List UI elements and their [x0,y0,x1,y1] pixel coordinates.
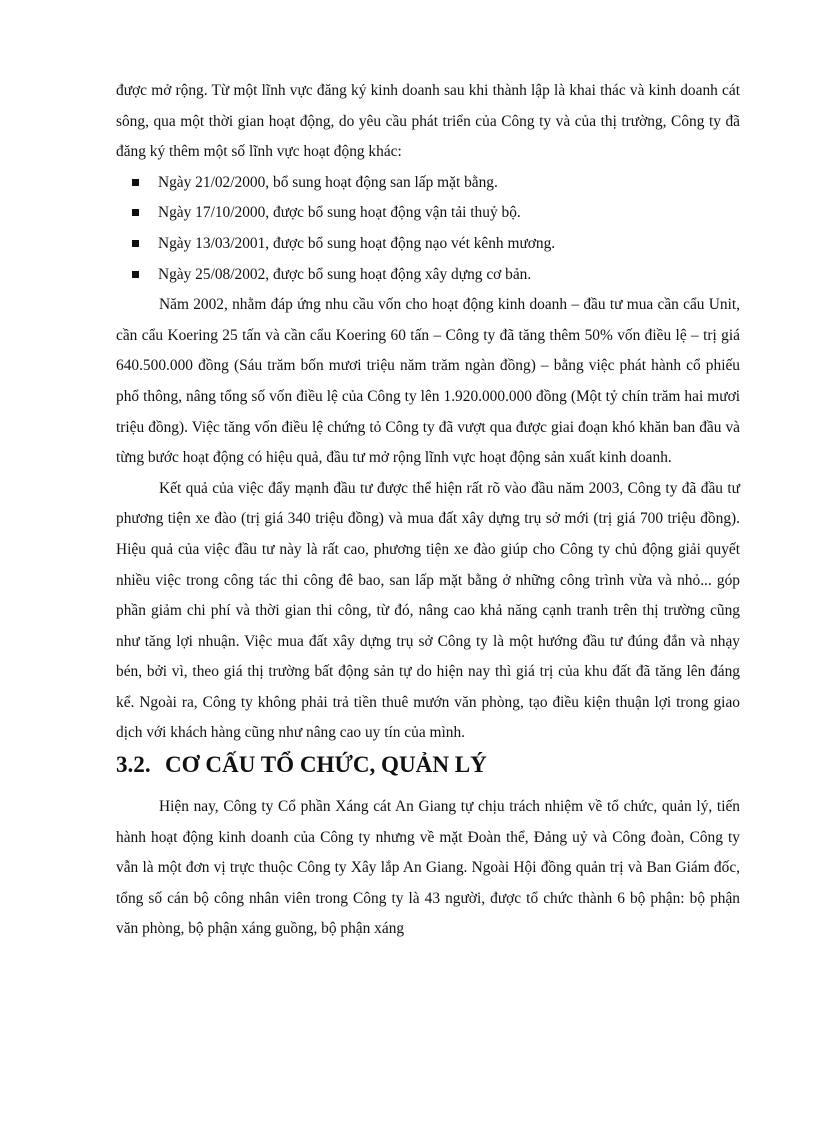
paragraph-2002: Năm 2002, nhằm đáp ứng nhu cầu vốn cho hoạt động kinh doanh – đầu tư mua cần cẩu Unit, cần cẩu Koering 25 tấn và cần cẩu Koering 60 tấn – Công ty đã tăng thêm 50% vốn điều lệ – trị giá 640.500.000 đồng (Sáu trăm bốn mươi triệu năm trăm ngàn đồng) – bằng việc phát hành cổ phiếu phổ thông, nâng tổng số vốn điều lệ của Công ty lên 1.920.000.000 đồng (Một tỷ chín trăm hai mươi triệu đồng). Việc tăng vốn điều lệ chứng tỏ Công ty đã vượt qua được giai đoạn khó khăn ban đầu và từng bước hoạt động có hiệu quả, đầu tư mở rộng lĩnh vực hoạt động sản xuất kinh doanh. [116,296,740,467]
paragraph-2003: Kết quả của việc đẩy mạnh đầu tư được thể hiện rất rõ vào đầu năm 2003, Công ty đã đầu tư phương tiện xe đào (trị giá 340 triệu đồng) và mua đất xây dựng trụ sở mới (trị giá 700 triệu đồng). Hiệu quả của việc đầu tư này là rất cao, phương tiện xe đào giúp cho Công ty chủ động giải quyết nhiều việc trong công tác thi công đê bao, san lấp mặt bằng ở những công trình vừa và nhỏ... góp phần giảm chi phí và thời gian thi công, từ đó, nâng cao khả năng cạnh tranh trên thị trường cũng như tăng lợi nhuận. Việc mua đất xây dựng trụ sở Công ty là một hướng đầu tư đúng đắn và nhạy bén, bởi vì, theo giá thị trường bất động sản tự do hiện nay thì giá trị của khu đất đã tăng lên đáng kể. Ngoài ra, Công ty không phải trả tiền thuê mướn văn phòng, tạo điều kiện thuận lợi trong giao dịch với khách hàng cũng như nâng cao uy tín của mình. [116,479,740,742]
intro-paragraph: được mở rộng. Từ một lĩnh vực đăng ký kinh doanh sau khi thành lập là khai thác và kinh doanh cát sông, qua một thời gian hoạt động, do yêu cầu phát triển của Công ty và của thị trường, Công ty đã đăng ký thêm một số lĩnh vực hoạt động khác: [116,82,740,161]
document-page [116,76,740,945]
square-bullet-icon [132,209,139,216]
section-number: 3.2. [116,751,151,778]
list-item [132,229,740,260]
square-bullet-icon [132,271,139,278]
list-item-text: Ngày 25/08/2002, được bổ sung hoạt động xây dựng cơ bản. [158,265,532,283]
list-item-text: Ngày 21/02/2000, bổ sung hoạt động san lấp mặt bằng. [158,173,498,191]
square-bullet-icon [132,240,139,247]
square-bullet-icon [132,179,139,186]
list-item-text: Ngày 13/03/2001, được bổ sung hoạt động nạo vét kênh mương. [158,234,556,252]
section-heading [116,749,740,779]
list-item-text: Ngày 17/10/2000, được bổ sung hoạt động vận tải thuỷ bộ. [158,204,521,222]
list-item [132,260,740,291]
list-item [132,168,740,199]
list-item [132,198,740,229]
paragraph-organization: Hiện nay, Công ty Cổ phần Xáng cát An Giang tự chịu trách nhiệm về tổ chức, quản lý, tiến hành hoạt động kinh doanh của Công ty nhưng về mặt Đoàn thể, Đảng uỷ và Công đoàn, Công ty vẫn là một đơn vị trực thuộc Công ty Xây lắp An Giang. Ngoài Hội đồng quản trị và Ban Giám đốc, tổng số cán bộ công nhân viên trong Công ty là 43 người, được tổ chức thành 6 bộ phận: bộ phận văn phòng, bộ phận xáng guồng, bộ phận xáng [116,798,740,938]
activity-list [116,168,740,290]
section-title: CƠ CẤU TỔ CHỨC, QUẢN LÝ [165,751,487,778]
